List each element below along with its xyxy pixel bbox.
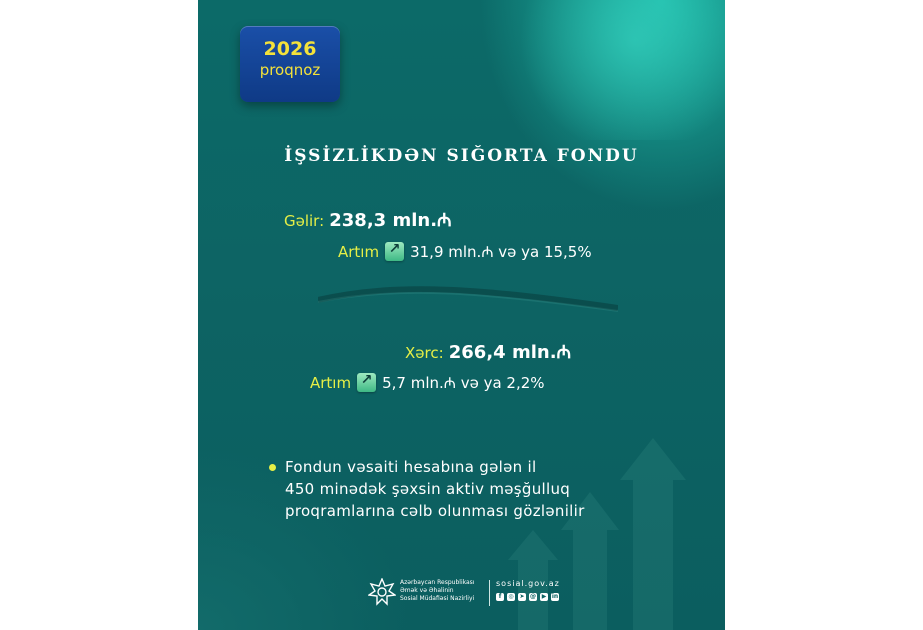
badge-year: 2026 (263, 38, 317, 60)
wave-divider (318, 280, 618, 320)
youtube-icon[interactable]: ▶ (541, 593, 547, 600)
bullet-icon (269, 464, 276, 471)
linkedin-icon[interactable]: in (551, 593, 559, 600)
instagram-icon[interactable]: ◎ (508, 593, 514, 600)
income-growth-label: Artım (338, 243, 380, 261)
ministry-name-line: Azərbaycan Respublikası (400, 579, 475, 586)
income-row (284, 208, 452, 232)
ministry-name-line: Əmək və Əhalinin (400, 587, 454, 594)
ministry-logo-icon (368, 578, 396, 606)
facebook-icon[interactable]: f (496, 593, 504, 601)
income-label: Gəlir: (284, 212, 325, 230)
infographic-poster (198, 0, 725, 630)
income-growth-row (338, 242, 592, 262)
expense-label: Xərc: (405, 344, 444, 362)
income-growth-value: 31,9 mln.₼ və ya 15,5% (410, 243, 592, 261)
ministry-name (400, 579, 474, 603)
arrow-up-right-icon: ↗ (385, 242, 404, 261)
income-value: 238,3 mln.₼ (329, 210, 452, 231)
social-icons (496, 593, 559, 601)
background-glow (505, 0, 725, 140)
page-title: İŞSİZLİKDƏN SIĞORTA FONDU (284, 146, 639, 166)
website-link[interactable]: sosial.gov.az (496, 579, 560, 588)
note-line: 450 minədək şəxsin aktiv məşğulluq (285, 480, 571, 498)
expense-growth-row (310, 373, 545, 393)
expense-growth-value: 5,7 mln.₼ və ya 2,2% (382, 374, 545, 392)
expense-value: 266,4 mln.₼ (448, 342, 572, 363)
ministry-name-line: Sosial Müdafiəsi Nazirliyi (400, 595, 475, 602)
telegram-icon[interactable]: ➤ (519, 593, 525, 600)
badge-subtitle: proqnoz (259, 61, 321, 79)
forecast-badge (240, 26, 340, 102)
expense-row (405, 340, 571, 364)
arrow-up-right-icon: ↗ (357, 373, 376, 392)
expense-growth-label: Artım (310, 374, 352, 392)
threads-icon[interactable]: @ (530, 593, 536, 600)
note-line: proqramlarına cəlb olunması gözlənilir (285, 502, 585, 520)
note-text (285, 456, 685, 522)
footer-divider (489, 580, 490, 606)
note-line: Fondun vəsaiti hesabına gələn il (285, 458, 537, 476)
